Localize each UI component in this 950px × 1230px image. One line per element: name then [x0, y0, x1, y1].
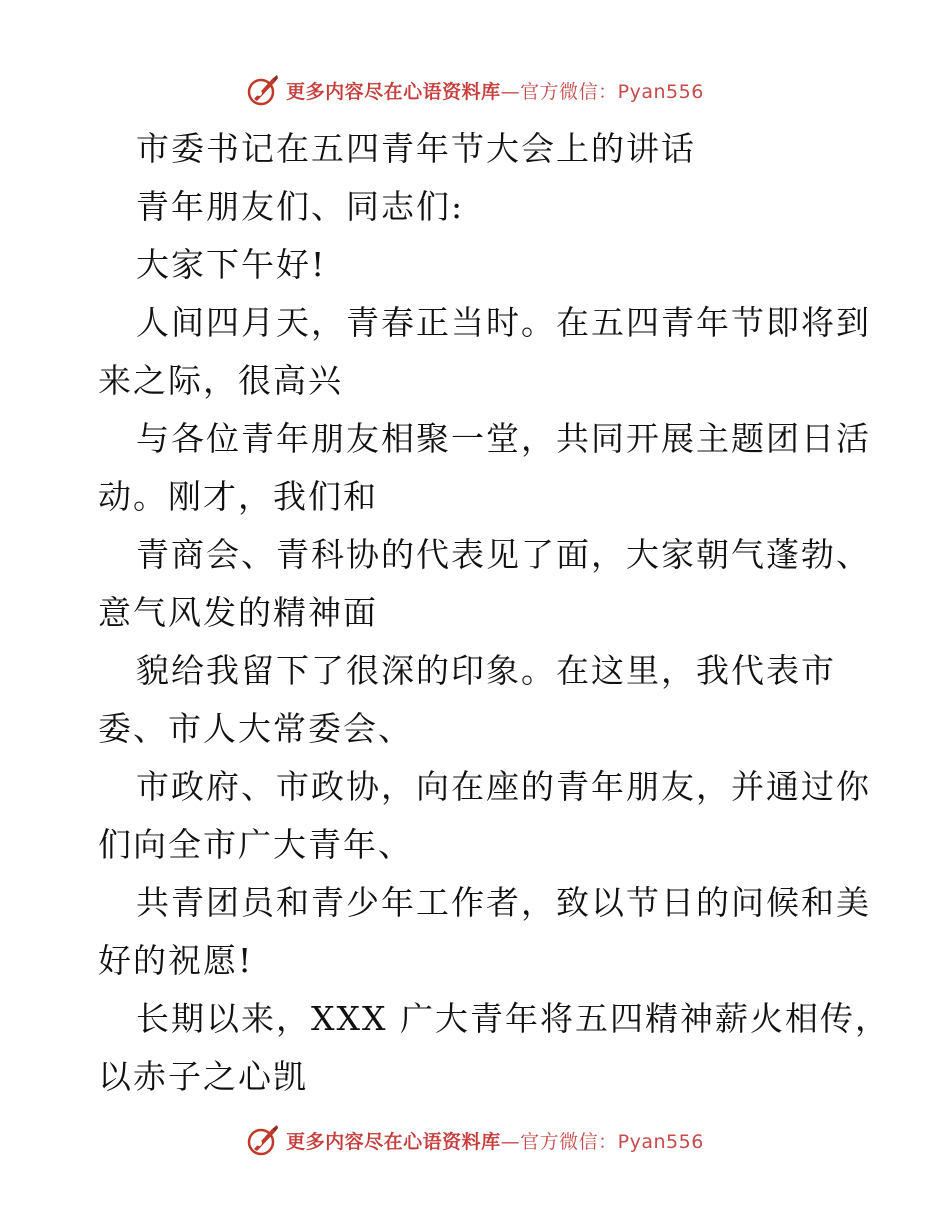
paragraph-line: 以赤子之心凯: [98, 1057, 308, 1096]
paragraph-line: 市政府、市政协，向在座的青年朋友，并通过你: [136, 767, 871, 806]
paragraph-line: 长期以来，XXX 广大青年将五四精神薪火相传，: [136, 999, 890, 1038]
paragraph-line: 青商会、青科协的代表见了面，大家朝气蓬勃、: [136, 535, 871, 574]
paragraph-line: 动。刚才，我们和: [98, 477, 378, 516]
document-body: [98, 120, 890, 1106]
salutation: 青年朋友们、同志们:: [136, 187, 465, 226]
document-title: 市委书记在五四青年节大会上的讲话: [136, 129, 696, 168]
paragraph-line: 貌给我留下了很深的印象。在这里，我代表市: [136, 651, 836, 690]
quill-pen-logo-icon: [246, 1123, 280, 1157]
paragraph-line: 与各位青年朋友相聚一堂，共同开展主题团日活: [136, 419, 871, 458]
paragraph-line: 来之际，很高兴: [98, 361, 343, 400]
paragraph-line: 好的祝愿!: [98, 941, 254, 980]
greeting: 大家下午好!: [136, 245, 327, 284]
paragraph-line: 意气风发的精神面: [98, 593, 378, 632]
paragraph-line: 们向全市广大青年、: [98, 825, 413, 864]
paragraph-line: 人间四月天，青春正当时。在五四青年节即将到: [136, 303, 871, 342]
header-banner-text: 更多内容尽在心语资料库—官方微信：Pyan556: [286, 80, 704, 103]
header-banner: [0, 70, 950, 110]
quill-pen-logo-icon: [246, 73, 280, 107]
footer-banner-text: 更多内容尽在心语资料库—官方微信：Pyan556: [286, 1130, 704, 1153]
paragraph-line: 委、市人大常委会、: [98, 709, 413, 748]
paragraph-line: 共青团员和青少年工作者，致以节日的问候和美: [136, 883, 871, 922]
footer-banner: [0, 1120, 950, 1160]
